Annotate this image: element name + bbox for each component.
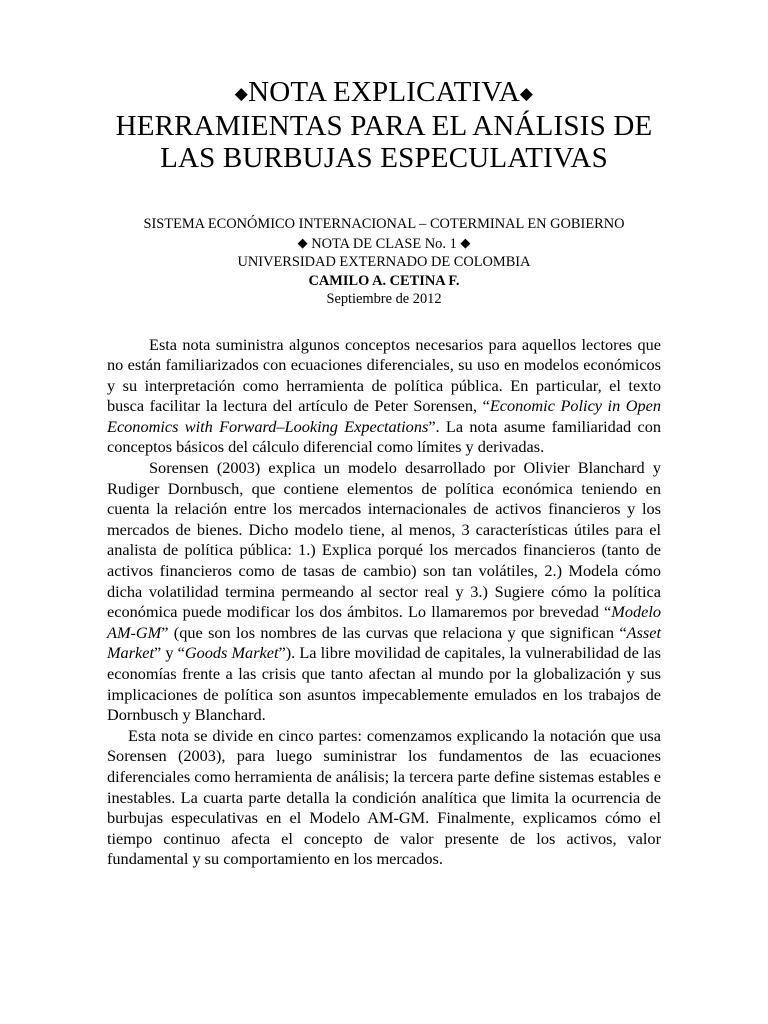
document-subtitle [107, 215, 661, 309]
title-nota-explicativa: NOTA EXPLICATIVA [248, 76, 520, 108]
title-line-1 [107, 76, 661, 110]
publication-date: Septiembre de 2012 [326, 291, 442, 307]
document-body [107, 335, 661, 870]
class-note-number [107, 234, 661, 254]
document-title [107, 0, 661, 174]
diamond-icon: ◆ [234, 84, 249, 103]
article-title: Economic Policy in Open Economics with Forward–Looking Expectations [107, 396, 662, 436]
course-name: SISTEMA ECONÓMICO INTERNACIONAL – COTERMINAL EN GOBIERNO [143, 216, 625, 232]
title-line-3: LAS BURBUJAS ESPECULATIVAS [160, 142, 608, 174]
paragraph-2-text-d: ”). La libre movilidad de capitales, la vulnerabilidad de las economías frente a las crisis que tanto afectan al mundo por la globalización y sus implicaciones de política son asuntos impecablemente emulados en los trabajos de Dornbusch y Blanchard. [107, 643, 661, 725]
paragraph-2 [107, 458, 661, 726]
paragraph-2-text-b: ” (que son los nombres de las curvas que relaciona y que significan “ [161, 622, 627, 642]
paragraph-3: Esta nota se divide en cinco partes: comenzamos explicando la notación que usa Sorensen (2003), para luego suministrar los fundamentos de las ecuaciones diferenciales como herramienta de análisis; la tercera parte define sistemas estables e inestables. La cuarta parte detalla la condición analítica que limita la ocurrencia de burbujas especulativas en el Modelo AM-GM. Finalmente, explicamos cómo el tiempo continuo afecta el concepto de valor presente de los activos, valor fundamental y su comportamiento en los mercados. [107, 725, 661, 869]
paragraph-1-text-end: ”. La nota asume familiaridad con conceptos básicos del cálculo diferencial como límites y derivadas. [107, 416, 662, 457]
title-line-2: HERRAMIENTAS PARA EL ANÁLISIS DE [115, 110, 653, 142]
university-name: UNIVERSIDAD EXTERNADO DE COLOMBIA [237, 254, 531, 270]
diamond-icon: ◆ [297, 234, 308, 250]
class-note-label: NOTA DE CLASE No. 1 [311, 235, 457, 252]
author-name: CAMILO A. CETINA F. [308, 272, 460, 289]
diamond-icon: ◆ [519, 84, 534, 103]
paragraph-2-text-c: ” y “ [154, 643, 185, 663]
asset-market-term: Asset Market [107, 622, 661, 663]
paragraph-1 [107, 335, 661, 459]
model-name: Modelo AM-GM [107, 602, 661, 642]
paragraph-1-text: Esta nota suministra algunos conceptos necesarios para aquellos lectores que no están familiarizados con ecuaciones diferenciales, su uso en modelos económicos y su interpretación como herramienta de política pública. En particular, el texto busca facilitar la lectura del artículo de Peter Sorensen, “ [107, 334, 661, 416]
goods-market-term: Goods Market [184, 643, 279, 663]
diamond-icon: ◆ [460, 234, 471, 250]
paragraph-2-text: Sorensen (2003) explica un modelo desarrollado por Olivier Blanchard y Rudiger Dornbusch, que contiene elementos de política económica teniendo en cuenta la relación entre los mercados internacionales de activos financieros y los mercados de bienes. Dicho modelo tiene, al menos, 3 características útiles para el analista de política pública: 1.) Explica porqué los mercados financieros (tanto de activos financieros como de tasas de cambio) son tan volátiles, 2.) Modela cómo dicha volatilidad termina permeando al sector real y 3.) Sugiere cómo la política económica puede modificar los dos ámbitos. Lo llamaremos por brevedad “ [107, 458, 661, 622]
